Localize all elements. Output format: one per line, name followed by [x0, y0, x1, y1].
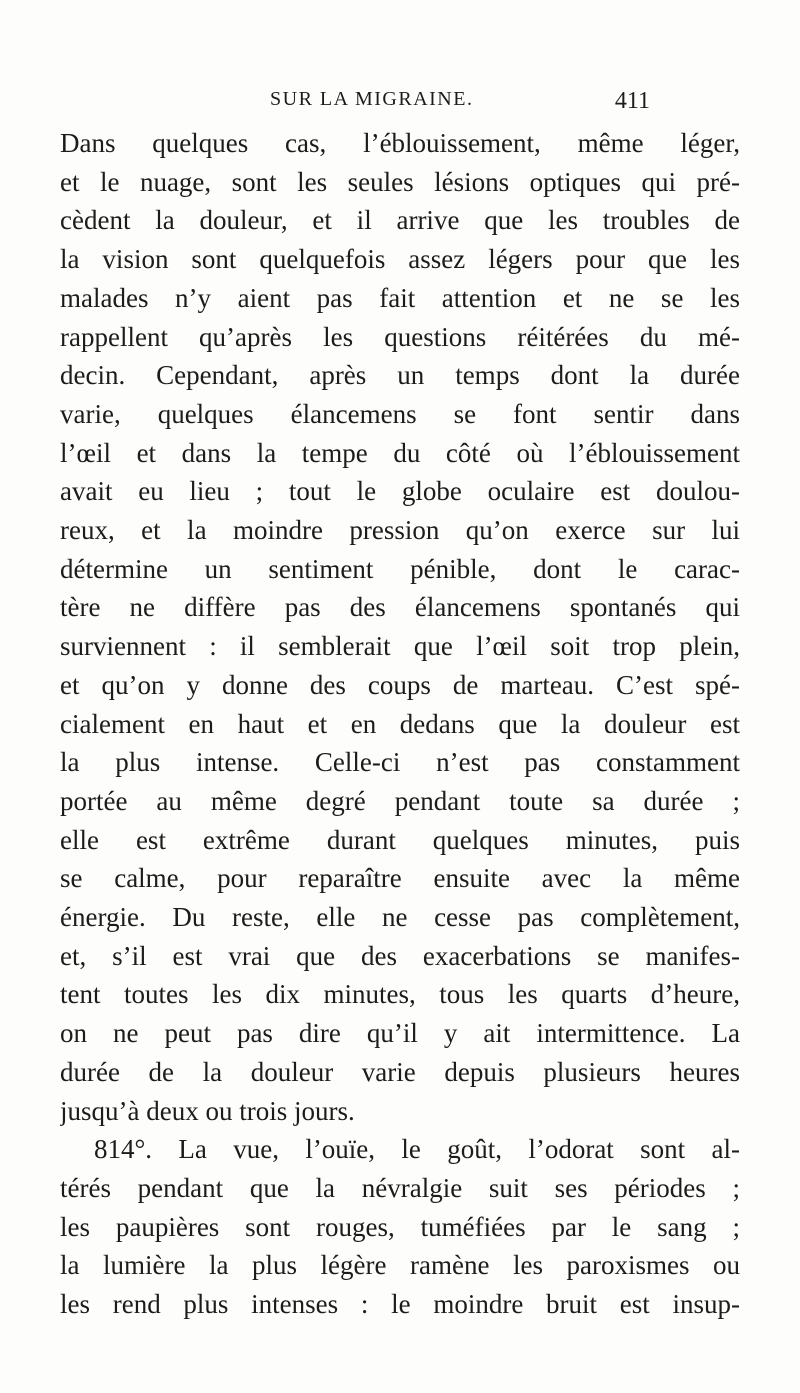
- text-line: surviennent : il semblerait que l’œil soit trop plein,: [60, 631, 740, 662]
- text-line: et qu’on y donne des coups de marteau. C’est spé-: [60, 669, 740, 700]
- text-line: détermine un sentiment pénible, dont le carac-: [60, 553, 740, 584]
- text-line: térés pendant que la névralgie suit ses périodes ;: [60, 1172, 740, 1203]
- page-number: 411: [614, 88, 650, 114]
- text-line: decin. Cependant, après un temps dont la durée: [60, 360, 740, 391]
- text-line: varie, quelques élancemens se font sentir dans: [60, 398, 740, 429]
- text-line: et, s’il est vrai que des exacerbations se manifes-: [60, 940, 740, 971]
- text-line: les paupières sont rouges, tuméfiées par le sang ;: [60, 1211, 740, 1242]
- text-line: tère ne diffère pas des élancemens spontanés qui: [60, 592, 740, 623]
- text-line: les rend plus intenses : le moindre bruit est insup-: [60, 1289, 740, 1320]
- text-line: la lumière la plus légère ramène les paroxismes ou: [60, 1250, 740, 1281]
- running-head: [270, 88, 650, 120]
- text-line: se calme, pour reparaître ensuite avec la même: [60, 863, 740, 894]
- text-line: portée au même degré pendant toute sa durée ;: [60, 785, 740, 816]
- text-line: rappellent qu’après les questions réitérées du mé-: [60, 321, 740, 352]
- text-line: énergie. Du reste, elle ne cesse pas complètement,: [60, 902, 740, 933]
- body-text: [60, 124, 740, 1324]
- text-line: reux, et la moindre pression qu’on exerce sur lui: [60, 515, 740, 546]
- text-line: malades n’y aient pas fait attention et ne se les: [60, 282, 740, 313]
- text-line: on ne peut pas dire qu’il y ait intermittence. La: [60, 1018, 740, 1049]
- text-line: avait eu lieu ; tout le globe oculaire est doulou-: [60, 476, 740, 507]
- text-line: l’œil et dans la tempe du côté où l’éblouissement: [60, 437, 740, 468]
- text-line: cialement en haut et en dedans que la douleur est: [60, 708, 740, 739]
- text-line: et le nuage, sont les seules lésions optiques qui pré-: [60, 166, 740, 197]
- text-line: durée de la douleur varie depuis plusieurs heures: [60, 1056, 740, 1087]
- text-line: Dans quelques cas, l’éblouissement, même léger,: [60, 128, 740, 158]
- paragraph-end-line: jusqu’à deux ou trois jours.: [60, 1095, 355, 1126]
- text-line: la plus intense. Celle-ci n’est pas constamment: [60, 747, 740, 778]
- text-line: cèdent la douleur, et il arrive que les troubles de: [60, 205, 740, 236]
- running-head-title: SUR LA MIGRAINE.: [270, 88, 474, 110]
- text-line: elle est extrême durant quelques minutes, puis: [60, 824, 740, 855]
- text-line: la vision sont quelquefois assez légers pour que les: [60, 244, 740, 275]
- text-line: tent toutes les dix minutes, tous les quarts d’heure,: [60, 979, 740, 1010]
- paragraph-start-line: 814°. La vue, l’ouïe, le goût, l’odorat sont al-: [94, 1134, 740, 1165]
